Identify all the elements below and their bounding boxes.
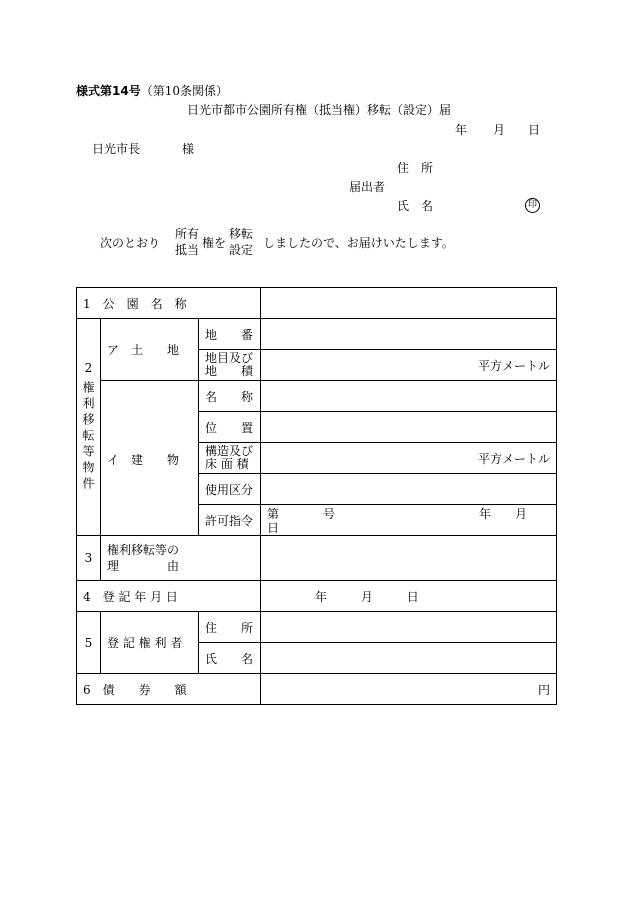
statement-prefix: 次のとおり — [100, 236, 161, 250]
permit-label: 許可指令 — [199, 505, 261, 536]
building-name-label: 名 称 — [199, 381, 261, 412]
section2-number: 2 — [84, 361, 93, 375]
park-name-row — [77, 288, 557, 319]
row5-number: 5 — [77, 612, 101, 674]
floor-area-field[interactable] — [261, 443, 557, 474]
statement-right-suffix: 権を — [202, 236, 227, 250]
holder-address-field[interactable] — [261, 612, 557, 643]
seal-mark: 印 — [525, 198, 540, 213]
address-label: 住 所 — [397, 161, 434, 175]
building-name-field[interactable] — [261, 381, 557, 412]
bond-amount-label: 6 債 券 額 — [77, 674, 261, 705]
reg-year: 年 — [315, 589, 328, 604]
land-area-field[interactable] — [261, 350, 557, 381]
location-field[interactable] — [261, 412, 557, 443]
reg-day: 日 — [406, 589, 419, 604]
reason-label: 権利移転等の 理 由 — [101, 536, 261, 581]
statement-suffix: しましたので、お届けいたします。 — [263, 236, 454, 250]
lot-number-label: 地 番 — [199, 319, 261, 350]
form-number-line — [76, 84, 228, 98]
reason-field[interactable] — [261, 536, 557, 581]
usage-label: 使用区分 — [199, 474, 261, 505]
holder-address-label: 住 所 — [199, 612, 261, 643]
date-year: 年 — [455, 123, 468, 137]
location-label: 位 置 — [199, 412, 261, 443]
section2-label-cell — [77, 319, 101, 536]
permit-go: 号 — [323, 507, 336, 521]
permit-dai: 第 — [267, 507, 280, 521]
land-category-label: 地目及び 地 積 — [199, 350, 261, 381]
permit-day: 日 — [267, 521, 280, 535]
reg-month: 月 — [360, 589, 373, 604]
building-label: イ 建 物 — [101, 381, 199, 536]
lot-number-field[interactable] — [261, 319, 557, 350]
permit-year: 年 — [479, 507, 492, 521]
land-area-unit: 平方メートル — [477, 358, 550, 373]
registration-date-label: 4 登 記 年 月 日 — [77, 581, 261, 612]
holder-name-field[interactable] — [261, 643, 557, 674]
name-label: 氏 名 — [397, 199, 434, 213]
date-month: 月 — [493, 123, 506, 137]
statement-action-top: 移転 — [229, 227, 254, 241]
row3-number: 3 — [77, 536, 101, 581]
holder-name-label: 氏 名 — [199, 643, 261, 674]
date-day: 日 — [528, 123, 541, 137]
park-name-label: 1 公 園 名 称 — [77, 288, 261, 319]
applicant-label: 届出者 — [349, 180, 386, 194]
application-form-table — [76, 287, 557, 705]
usage-field[interactable] — [261, 474, 557, 505]
related-article: （第10条関係） — [140, 84, 228, 98]
registration-date-field[interactable] — [261, 581, 557, 612]
statement-action-bottom: 設定 — [229, 243, 254, 257]
addressee: 日光市長 — [92, 142, 141, 156]
permit-month: 月 — [515, 507, 528, 521]
honorific: 様 — [182, 142, 195, 156]
yen-unit: 円 — [537, 682, 550, 697]
statement-right-bottom: 抵当 — [175, 243, 200, 257]
section2-label: 権利移転等物件 — [81, 381, 95, 493]
form-title: 日光市都市公園所有権（抵当権）移転（設定）届 — [187, 103, 452, 117]
registered-holder-label: 登 記 権 利 者 — [101, 612, 199, 674]
floor-area-unit: 平方メートル — [477, 451, 550, 466]
form-number: 様式第14号 — [76, 84, 141, 98]
park-name-field[interactable] — [261, 288, 557, 319]
permit-field[interactable] — [261, 505, 557, 536]
statement-right-top: 所有 — [175, 227, 200, 241]
land-label: ア 土 地 — [101, 319, 199, 381]
structure-label: 構造及び 床 面 積 — [199, 443, 261, 474]
bond-amount-field[interactable] — [261, 674, 557, 705]
